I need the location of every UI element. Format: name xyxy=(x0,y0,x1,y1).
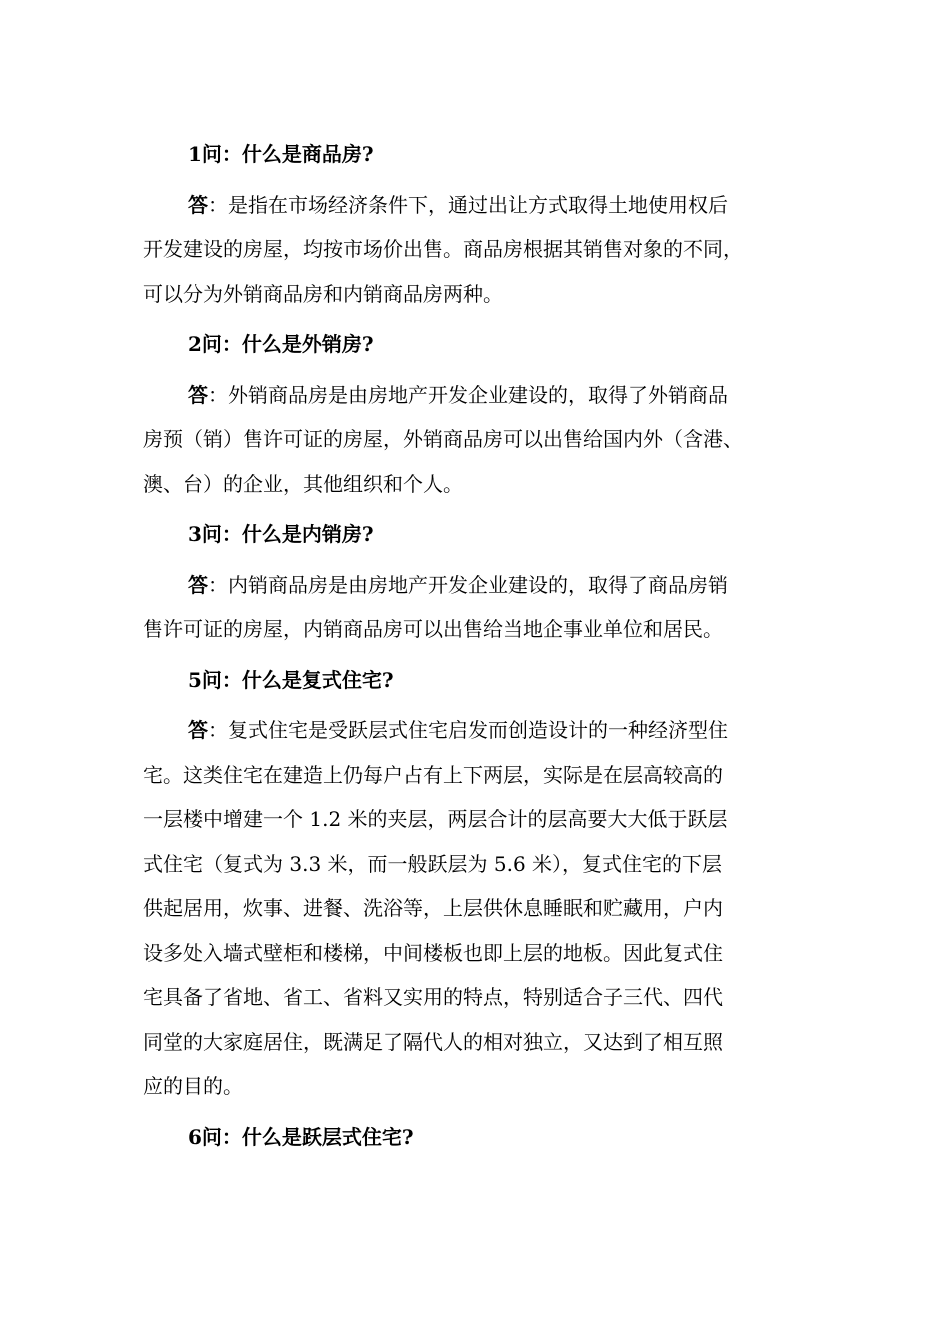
answer-5-line-9: 应的目的。 xyxy=(143,1074,243,1098)
faq-content xyxy=(143,132,815,1165)
answer-3-line-2: 售许可证的房屋，内销商品房可以出售给当地企事业单位和居民。 xyxy=(143,617,723,641)
question-2: 2问：什么是外销房? xyxy=(188,332,374,356)
question-6: 6问：什么是跃层式住宅? xyxy=(188,1124,414,1149)
answer-label: 答 xyxy=(188,718,208,742)
answer-5-line-5: 供起居用，炊事、进餐、洗浴等，上层供休息睡眠和贮藏用，户内 xyxy=(143,896,723,920)
answer-5-line-3: 一层楼中增建一个 1.2 米的夹层，两层合计的层高要大大低于跃层 xyxy=(143,807,728,831)
answer-5-line-8: 同堂的大家庭居住，既满足了隔代人的相对独立，又达到了相互照 xyxy=(143,1029,723,1054)
question-1: 1问：什么是商品房? xyxy=(188,142,374,166)
answer-1-line-2: 开发建设的房屋，均按市场价出售。商品房根据其销售对象的不同， xyxy=(143,237,743,261)
answer-2-line-3: 澳、台）的企业，其他组织和个人。 xyxy=(143,471,463,496)
answer-5-line-2: 宅。这类住宅在建造上仍每户占有上下两层，实际是在层高较高的 xyxy=(143,762,723,787)
question-5: 5问：什么是复式住宅? xyxy=(188,667,394,692)
answer-1-line-3: 可以分为外销商品房和内销商品房两种。 xyxy=(143,281,503,306)
answer-2-line-2: 房预（销）售许可证的房屋，外销商品房可以出售给国内外（含港、 xyxy=(143,427,743,451)
answer-2-line-1: 答：外销商品房是由房地产开发企业建设的，取得了外销商品 xyxy=(188,382,728,407)
answer-label: 答 xyxy=(188,572,208,597)
answer-5-line-6: 设多处入墙式壁柜和楼梯，中间楼板也即上层的地板。因此复式住 xyxy=(143,940,723,965)
answer-1 xyxy=(143,183,815,317)
answer-5-line-4: 式住宅（复式为 3.3 米，而一般跃层为 5.6 米），复式住宅的下层 xyxy=(143,851,723,876)
answer-5-line-1: 答：复式住宅是受跃层式住宅启发而创造设计的一种经济型住 xyxy=(188,718,728,742)
answer-3 xyxy=(143,563,815,652)
answer-3-line-1: 答：内销商品房是由房地产开发企业建设的，取得了商品房销 xyxy=(188,572,728,597)
answer-2 xyxy=(143,373,815,507)
answer-5-line-7: 宅具备了省地、省工、省料又实用的特点，特别适合子三代、四代 xyxy=(143,985,723,1009)
answer-5 xyxy=(143,708,815,1109)
question-3: 3问：什么是内销房? xyxy=(188,522,374,546)
answer-label: 答 xyxy=(188,382,208,407)
answer-label: 答 xyxy=(188,192,208,217)
answer-1-line-1: 答：是指在市场经济条件下，通过出让方式取得土地使用权后 xyxy=(188,192,728,217)
